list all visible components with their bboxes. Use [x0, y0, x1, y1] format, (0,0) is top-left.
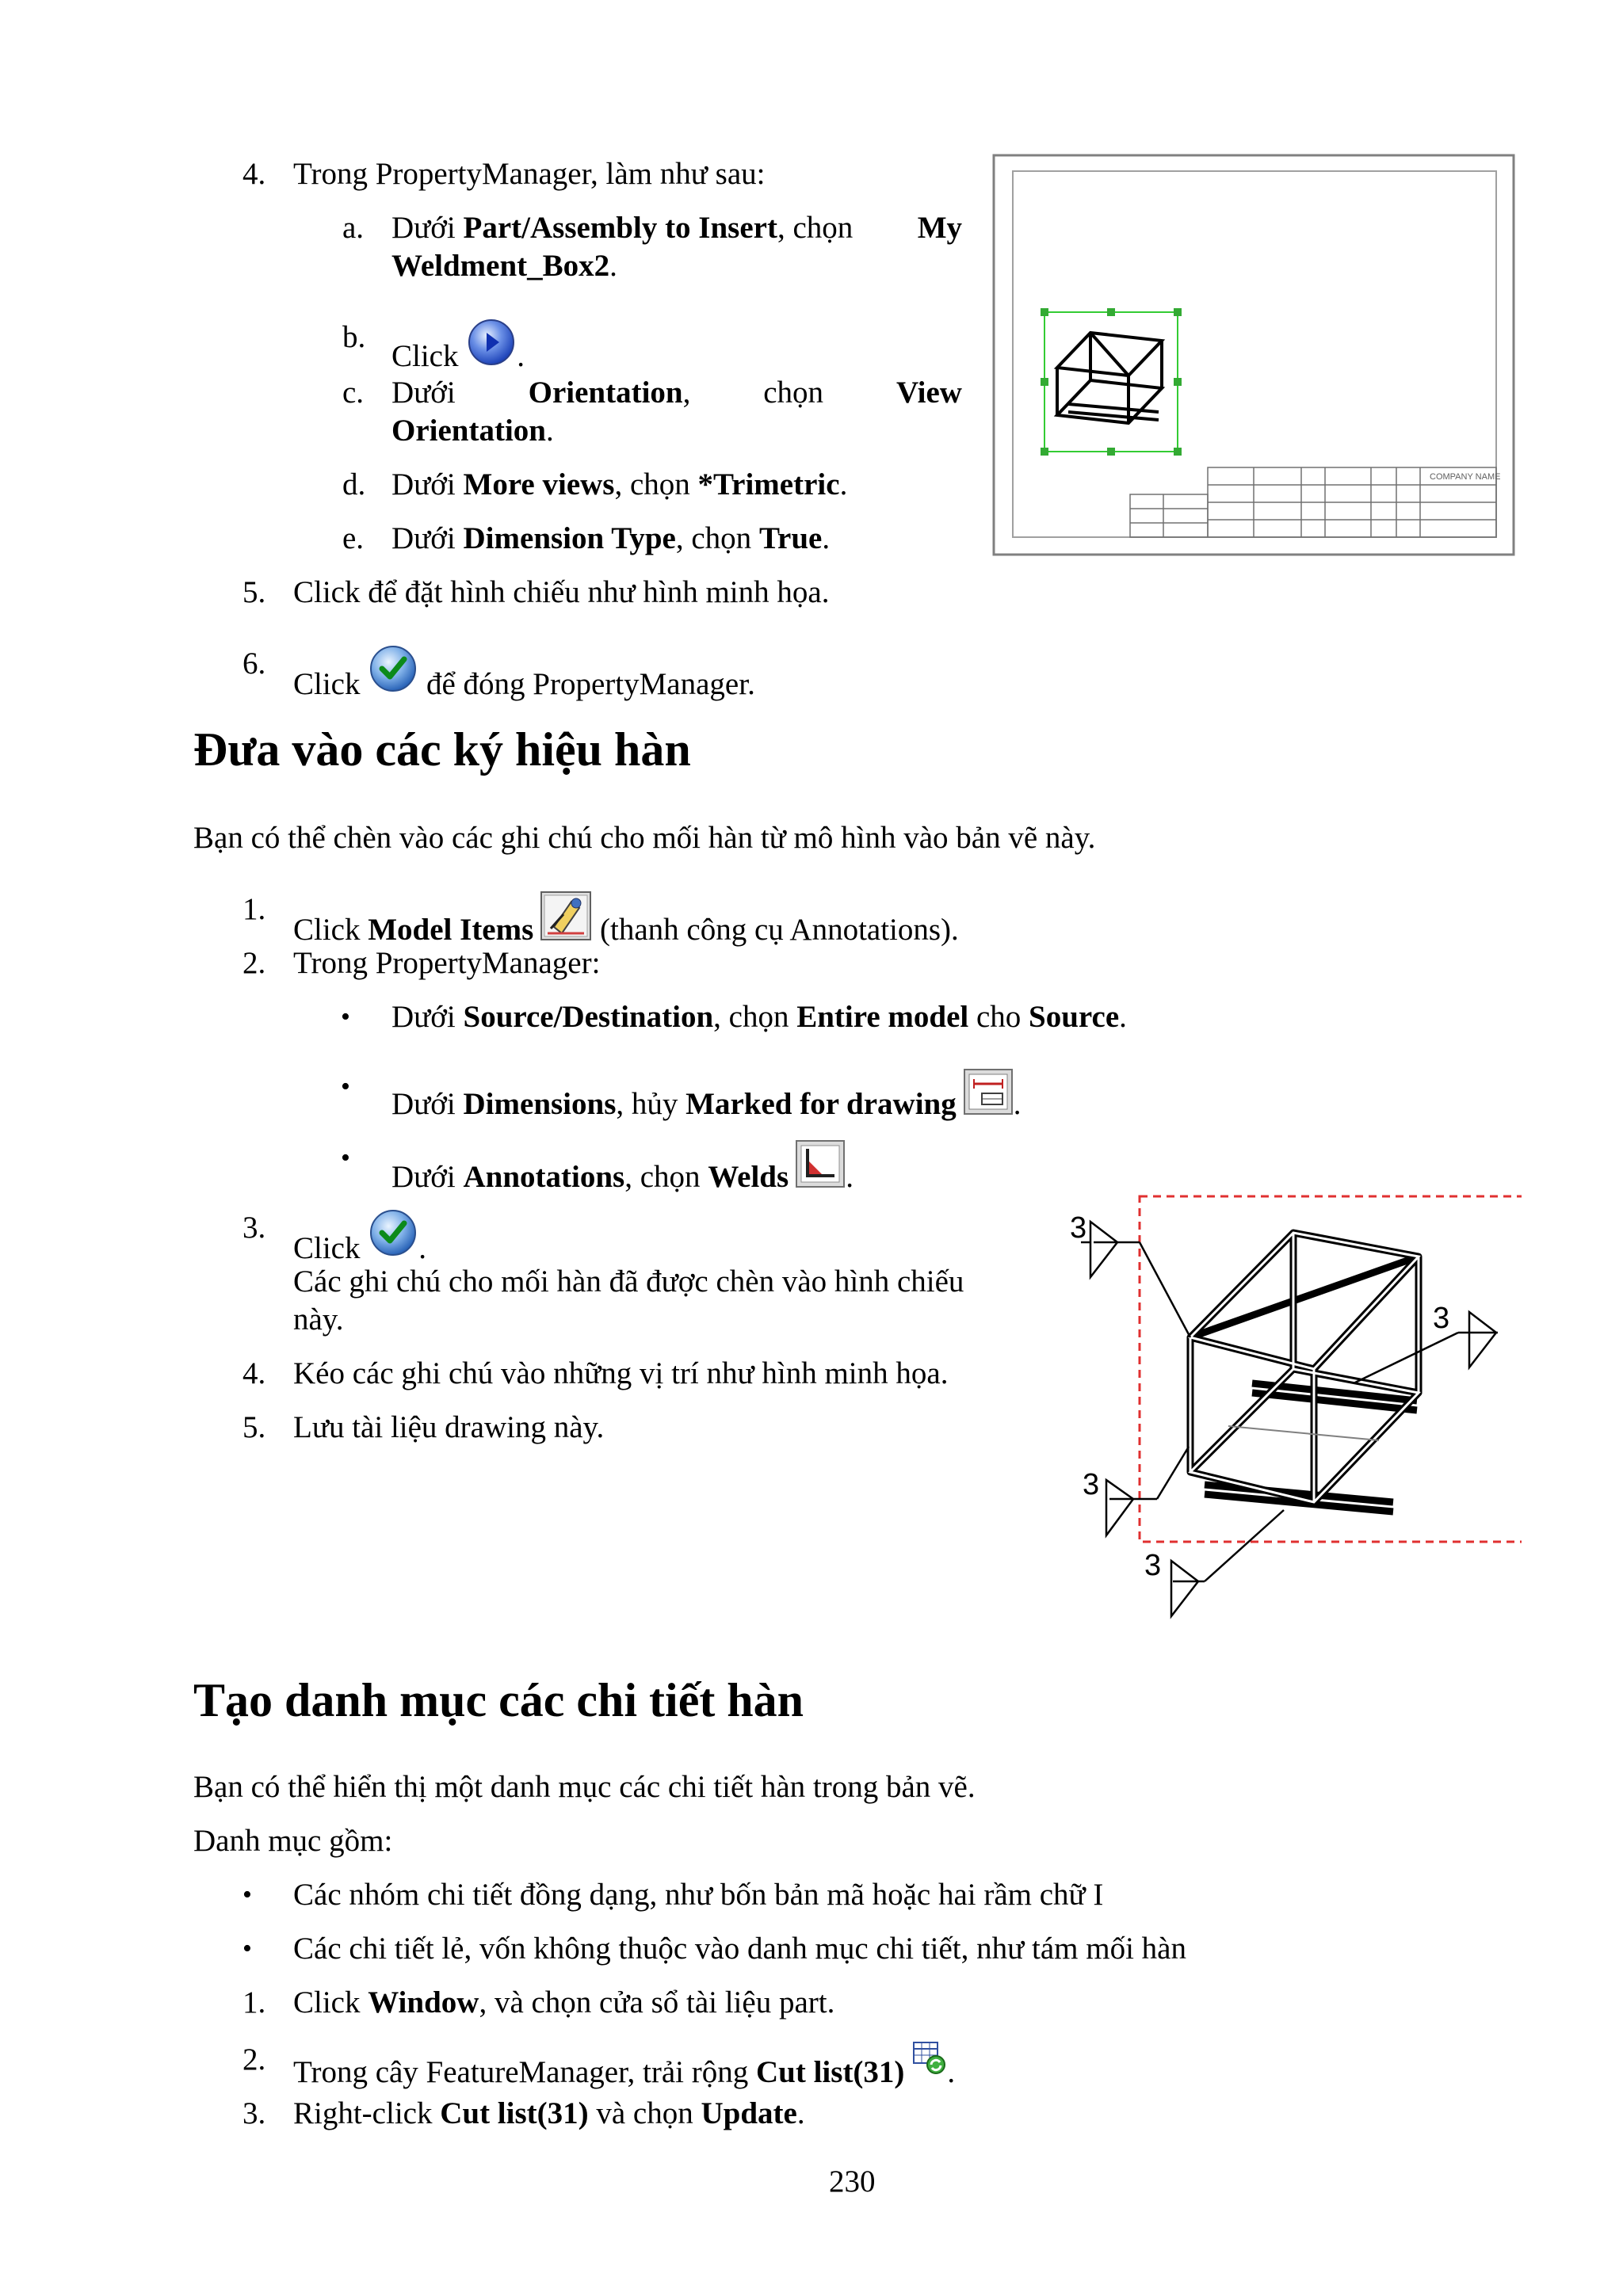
ok-check-icon[interactable]: [368, 645, 418, 705]
step-note: Các ghi chú cho mối hàn đã được chèn vào hình chiếu: [293, 1264, 964, 1299]
welds-icon[interactable]: [795, 1139, 846, 1198]
bullet-item: Các chi tiết lẻ, vốn không thuộc vào danh mục chi tiết, như tám mối hàn: [293, 1932, 1186, 1966]
substep-c: Dưới Orientation, chọn View Orientation.: [391, 376, 962, 448]
step-text: Trong PropertyManager:: [293, 946, 601, 980]
page-number: 230: [829, 2164, 876, 2199]
step-number: 1.: [242, 892, 266, 926]
step-text: Click .: [293, 1209, 426, 1269]
step-number: 5.: [242, 575, 266, 609]
step-number: 3.: [242, 1211, 266, 1245]
paragraph: Bạn có thể hiển thị một danh mục các chi tiết hàn trong bản vẽ.: [193, 1770, 976, 1804]
step-number: 4.: [242, 157, 266, 191]
substep-d: Dưới More views, chọn *Trimetric.: [391, 467, 848, 502]
marked-for-drawing-icon[interactable]: [963, 1068, 1014, 1125]
step-text: Right-click Cut list(31) và chọn Update.: [293, 2096, 805, 2130]
bullet-dot: •: [242, 1934, 252, 1963]
step-number: 4.: [242, 1356, 266, 1390]
section-heading: Tạo danh mục các chi tiết hàn: [193, 1674, 804, 1726]
step-number: 6.: [242, 646, 266, 681]
substep-a: Dưới Part/Assembly to Insert, chọn My Weldment_Box2.: [391, 211, 962, 283]
step-text: Click Model Items (thanh công cụ Annotations).: [293, 891, 959, 951]
substep-letter: c.: [342, 376, 365, 410]
weld-label: 3: [1070, 1211, 1087, 1245]
step-number: 2.: [242, 2042, 266, 2077]
bullet-item: Các nhóm chi tiết đồng dạng, như bốn bản mã hoặc hai rầm chữ I: [293, 1878, 1104, 1912]
substep-letter: d.: [342, 467, 366, 502]
step-text: Lưu tài liệu drawing này.: [293, 1410, 605, 1444]
bullet-dot: •: [341, 1143, 350, 1173]
bullet-item: Dưới Annotations, chọn Welds .: [391, 1139, 854, 1198]
substep-e: Dưới Dimension Type, chọn True.: [391, 521, 831, 555]
weld-label: 3: [1433, 1302, 1450, 1335]
step-text: Kéo các ghi chú vào những vị trí như hình minh họa.: [293, 1356, 949, 1390]
substep-b: Click .: [391, 318, 525, 379]
paragraph: Danh mục gồm:: [193, 1824, 393, 1858]
step-text: Click để đóng PropertyManager.: [293, 645, 755, 705]
weld-symbols-figure: [1046, 1185, 1522, 1633]
paragraph: Bạn có thể chèn vào các ghi chú cho mối hàn từ mô hình vào bản vẽ này.: [193, 821, 1096, 855]
drawing-sheet-figure: [992, 154, 1515, 562]
step-text: Click Window, và chọn cửa sổ tài liệu part.: [293, 1985, 835, 2019]
substep-letter: b.: [342, 320, 366, 354]
model-items-icon[interactable]: [540, 891, 592, 951]
section-heading: Đưa vào các ký hiệu hàn: [193, 723, 691, 776]
step-text: Trong PropertyManager, làm như sau:: [293, 157, 766, 191]
bullet-dot: •: [242, 1880, 252, 1909]
bullet-dot: •: [341, 1002, 350, 1032]
step-number: 1.: [242, 1985, 266, 2019]
step-number: 3.: [242, 2096, 266, 2130]
weld-label: 3: [1144, 1549, 1162, 1582]
bullet-item: Dưới Dimensions, hủy Marked for drawing .: [391, 1068, 1021, 1125]
step-note: này.: [293, 1302, 344, 1337]
next-arrow-icon[interactable]: [466, 318, 517, 379]
ok-check-icon[interactable]: [368, 1209, 418, 1269]
step-text: Trong cây FeatureManager, trải rộng Cut list(31) .: [293, 2041, 955, 2092]
step-number: 2.: [242, 946, 266, 980]
substep-letter: e.: [342, 521, 365, 555]
bullet-item: Dưới Source/Destination, chọn Entire model cho Source.: [391, 1000, 1127, 1034]
bullet-dot: •: [341, 1072, 350, 1101]
substep-letter: a.: [342, 211, 365, 245]
step-number: 5.: [242, 1410, 266, 1444]
title-block-company: COMPANY NAME: [1430, 472, 1501, 482]
cut-list-icon[interactable]: [912, 2041, 947, 2085]
step-text: Click để đặt hình chiếu như hình minh họa.: [293, 575, 830, 609]
weld-label: 3: [1083, 1468, 1100, 1501]
